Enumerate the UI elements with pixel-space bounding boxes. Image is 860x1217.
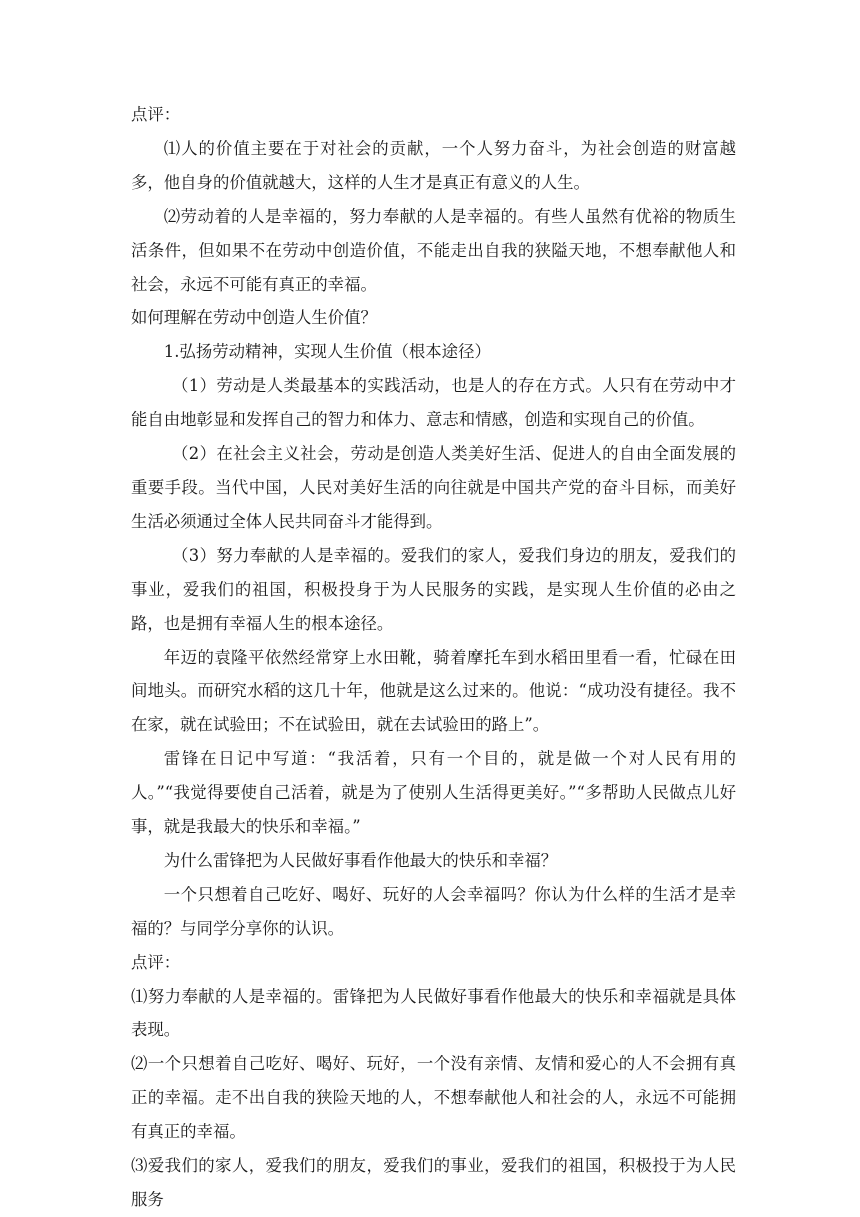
section-point: （3）努力奉献的人是幸福的。爱我们的家人，爱我们身边的朋友，爱我们的事业，爱我们的祖国，积极投身于为人民服务的实践，是实现人生价值的必由之路，也是拥有幸福人生的根本途径。 <box>131 545 736 633</box>
question-heading: 如何理解在劳动中创造人生价值？ <box>131 308 377 328</box>
section-point: （2）在社会主义社会，劳动是创造人类美好生活、促进人的自由全面发展的重要手段。当代中国，人民对美好生活的向往就是中国共产党的奋斗目标，而美好生活必须通过全体人民共同奋斗才能得到。 <box>131 444 736 531</box>
comment-heading: 点评： <box>131 105 181 124</box>
material-paragraph: 雷锋在日记中写道：“我活着，只有一个目的，就是做一个对人民有用的人。”“我觉得要使自己活着，就是为了使别人生活得更美好。”“多帮助人民做点儿好事，就是我最大的快乐和幸福。” <box>131 749 736 837</box>
comment-point: ⑴努力奉献的人是幸福的。雷锋把为人民做好事看作他最大的快乐和幸福就是具体表现。 <box>131 986 736 1040</box>
comment-point: ⑶爱我们的家人，爱我们的朋友，爱我们的事业，爱我们的祖国，积极投于为人民服务 <box>131 1156 736 1209</box>
comment-point: ⑵劳动着的人是幸福的，努力奉献的人是幸福的。有些人虽然有优裕的物质生活条件，但如果不在劳动中创造价值，不能走出自我的狭隘天地，不想奉献他人和社会，永远不可能有真正的幸福。 <box>131 206 736 294</box>
document-body <box>131 98 736 1217</box>
discussion-question: 为什么雷锋把为人民做好事看作他最大的快乐和幸福？ <box>163 850 558 870</box>
section-point: （1）劳动是人类最基本的实践活动，也是人的存在方式。人只有在劳动中才能自由地彰显和发挥自己的智力和体力、意志和情感，创造和实现自己的价值。 <box>131 376 736 430</box>
comment-point: ⑴人的价值主要在于对社会的贡献，一个人努力奋斗，为社会创造的财富越多，他自身的价值就越大，这样的人生才是真正有意义的人生。 <box>131 138 736 192</box>
material-paragraph: 年迈的袁隆平依然经常穿上水田靴，骑着摩托车到水稻田里看一看，忙碌在田间地头。而研究水稻的这几十年，他就是这么过来的。他说：“成功没有捷径。我不在家，就在试验田；不在试验田，就在去试验田的路上”。 <box>131 647 736 735</box>
discussion-question: 一个只想着自己吃好、喝好、玩好的人会幸福吗？你认为什么样的生活才是幸福的？与同学分享你的认识。 <box>131 884 736 938</box>
comment-point: ⑵一个只想着自己吃好、喝好、玩好，一个没有亲情、友情和爱心的人不会拥有真正的幸福。走不出自我的狭险天地的人，不想奉献他人和社会的人，永远不可能拥有真正的幸福。 <box>131 1054 736 1142</box>
section-title: 1.弘扬劳动精神，实现人生价值（根本途径） <box>163 342 491 362</box>
comment-heading: 点评： <box>131 952 181 972</box>
